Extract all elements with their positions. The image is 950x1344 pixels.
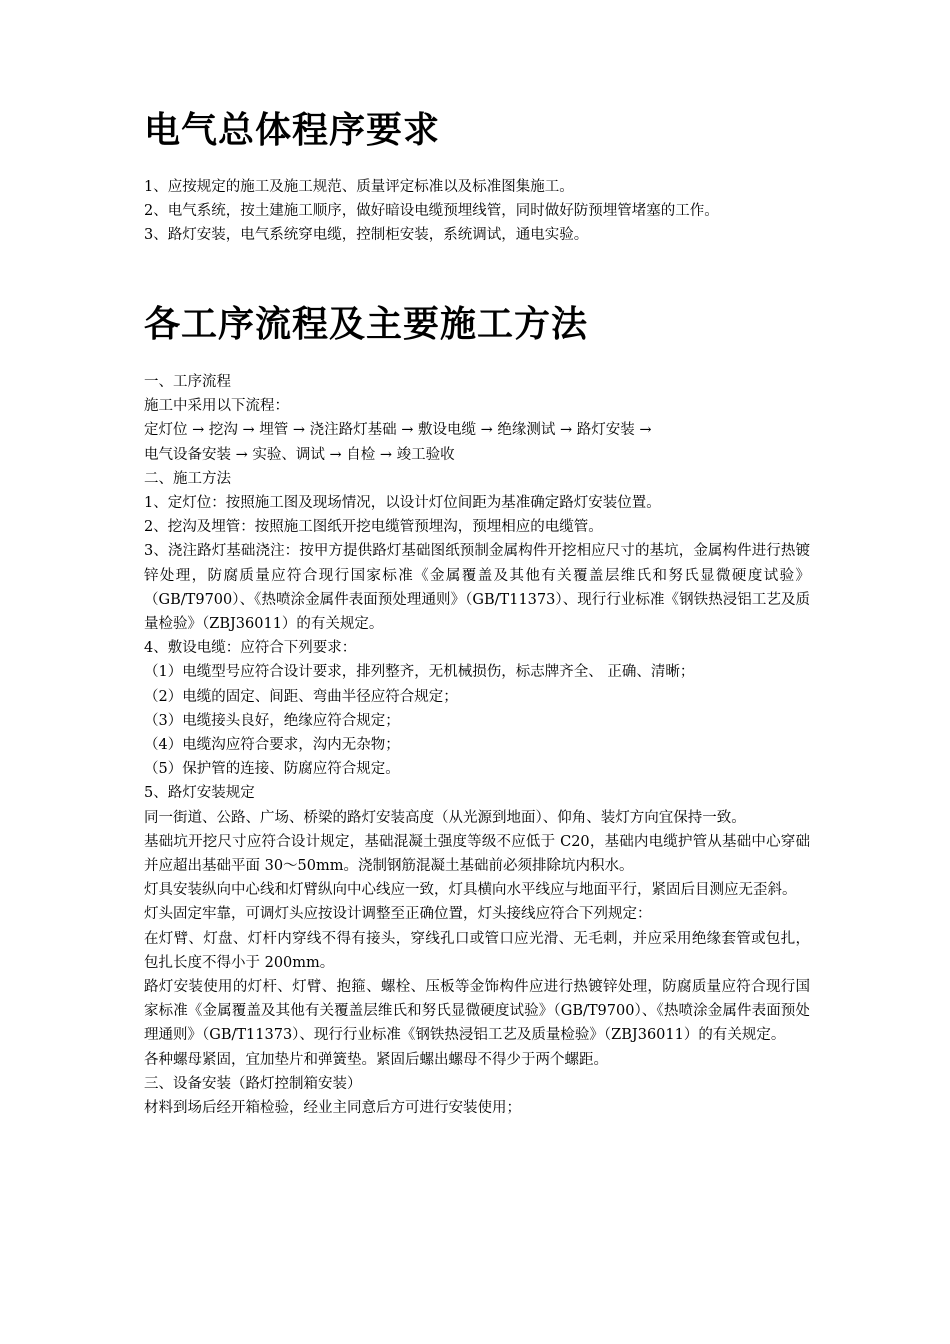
- process-methods-body: [144, 370, 810, 1120]
- paragraph: 材料到场后经开箱检验，经业主同意后方可进行安装使用；: [144, 1100, 521, 1117]
- list-item: （5）保护管的连接、防腐应符合规定。: [144, 761, 400, 778]
- paragraph: 3、浇注路灯基础浇注：按甲方提供路灯基础图纸预制金属构件开挖相应尺寸的基坑，金属构件进行热镀锌处理，防腐质量应符合现行国家标准《金属覆盖及其他有关覆盖层维氏和努氏显微硬度试验》（GB/T9700）、《热喷涂金属件表面预处理通则》（GB/T11373）、现行行业标准《钢铁热浸铝工艺及质量检验》（ZBJ36011）的有关规定。: [144, 543, 810, 633]
- requirement-item: 2、电气系统，按土建施工顺序，做好暗设电缆预埋线管，同时做好防预埋管堵塞的工作。: [144, 203, 719, 220]
- section-title-process-methods: 各工序流程及主要施工方法: [144, 303, 589, 345]
- paragraph: 同一街道、公路、广场、桥梁的路灯安装高度（从光源到地面）、仰角、装灯方向宜保持一致。: [144, 809, 746, 826]
- list-item: （3）电缆接头良好，绝缘应符合规定；: [144, 712, 400, 729]
- subheading: 5、路灯安装规定: [144, 785, 255, 802]
- paragraph: 灯具安装纵向中心线和灯臂纵向中心线应一致，灯具横向水平线应与地面平行，紧固后目测应无歪斜。: [144, 882, 797, 899]
- paragraph: 灯头固定牢靠，可调灯头应按设计调整至正确位置，灯头接线应符合下列规定：: [144, 906, 652, 923]
- subheading: 一、工序流程: [144, 374, 231, 390]
- section-title-electrical-requirements: 电气总体程序要求: [144, 109, 441, 151]
- paragraph: 1、定灯位：按照施工图及现场情况，以设计灯位间距为基准确定路灯安装位置。: [144, 495, 661, 512]
- subheading: 二、施工方法: [144, 470, 231, 487]
- electrical-requirements-list: [144, 175, 810, 248]
- paragraph: 在灯臂、灯盘、灯杆内穿线不得有接头，穿线孔口或管口应光滑、无毛刺，并应采用绝缘套管或包扎，包扎长度不得小于 200mm。: [144, 930, 810, 971]
- requirement-item: 3、路灯安装，电气系统穿电缆，控制柜安装，系统调试，通电实验。: [144, 227, 589, 244]
- paragraph: 2、挖沟及埋管：按照施工图纸开挖电缆管预埋沟，预埋相应的电缆管。: [144, 519, 603, 536]
- paragraph: 各种螺母紧固，宜加垫片和弹簧垫。紧固后螺出螺母不得少于两个螺距。: [144, 1051, 608, 1068]
- requirement-item: 1、应按规定的施工及施工规范、质量评定标准以及标准图集施工。: [144, 179, 574, 195]
- paragraph: 4、敷设电缆：应符合下列要求：: [144, 640, 357, 657]
- paragraph: 施工中采用以下流程：: [144, 398, 289, 415]
- process-flow-line: 定灯位 → 挖沟 → 埋管 → 浇注路灯基础 → 敷设电缆 → 绝缘测试 → 路灯安装 →: [144, 422, 652, 439]
- list-item: （1）电缆型号应符合设计要求，排列整齐，无机械损伤，标志牌齐全、 正确、清晰；: [144, 664, 695, 681]
- process-flow-line: 电气设备安装 → 实验、调试 → 自检 → 竣工验收: [144, 446, 455, 463]
- list-item: （2）电缆的固定、间距、弯曲半径应符合规定；: [144, 688, 458, 705]
- list-item: （4）电缆沟应符合要求，沟内无杂物；: [144, 737, 400, 754]
- subheading: 三、设备安装（路灯控制箱安装）: [144, 1075, 362, 1092]
- paragraph: 路灯安装使用的灯杆、灯臂、抱箍、螺栓、压板等金饰构件应进行热镀锌处理，防腐质量应符合现行国家标准《金属覆盖及其他有关覆盖层维氏和努氏显微硬度试验》（GB/T9700）、《热喷涂金属件表面预处理通则》（GB/T11373）、现行行业标准《钢铁热浸铝工艺及质量检验》（ZBJ36011）的有关规定。: [144, 979, 810, 1044]
- paragraph: 基础坑开挖尺寸应符合设计规定，基础混凝土强度等级不应低于 C20，基础内电缆护管从基础中心穿础并应超出基础平面 30～50mm。浇制钢筋混凝土基础前必须排除坑内积水。: [144, 833, 810, 875]
